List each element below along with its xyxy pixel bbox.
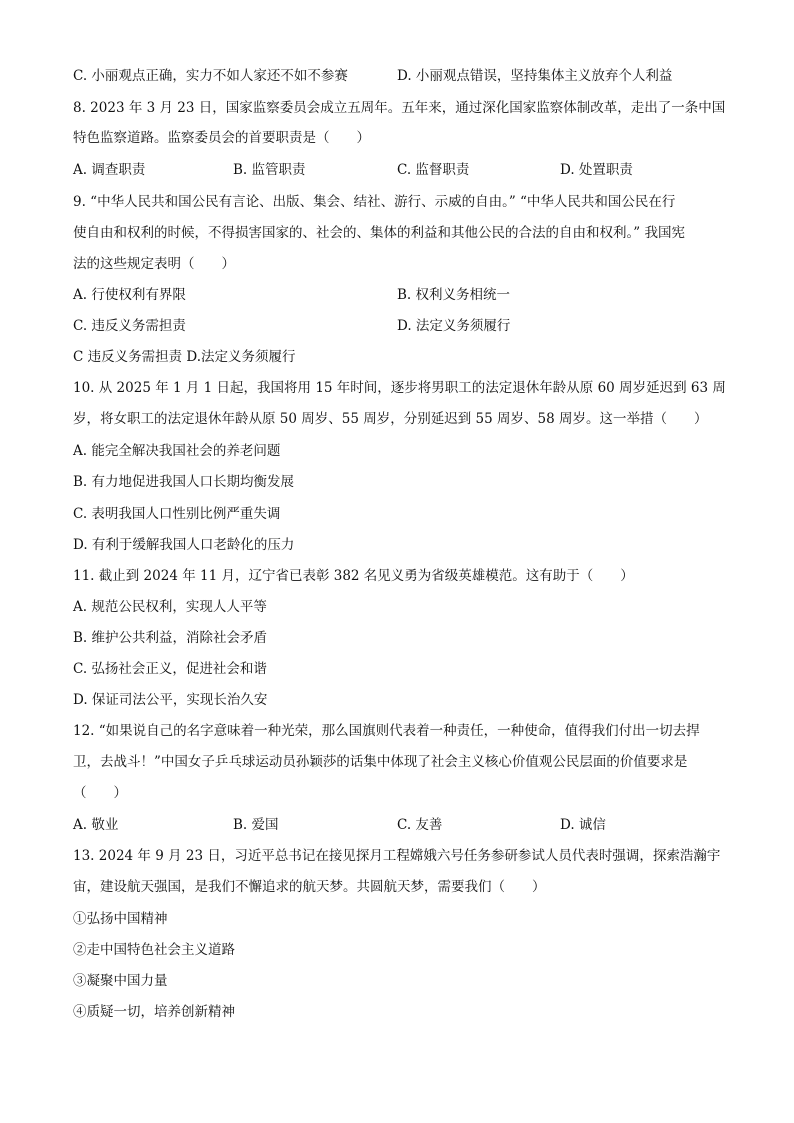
- q12-option-c: C. 友善: [397, 817, 443, 833]
- q10-option-d: D. 有利于缓解我国人口老龄化的压力: [73, 537, 295, 553]
- q11-option-a: A. 规范公民权利，实现人人平等: [73, 599, 267, 615]
- q8-option-b: B. 监管职责: [233, 162, 306, 178]
- q8-option-d: D. 处置职责: [560, 162, 633, 178]
- option-c: C. 小丽观点正确，实力不如人家还不如不参赛: [73, 68, 348, 84]
- q11-option-d: D. 保证司法公平，实现长治久安: [73, 692, 268, 708]
- q9-stem-line-3: 法的这些规定表明（ ）: [73, 256, 235, 272]
- q12-stem-line-3: （ ）: [73, 785, 127, 801]
- q9-option-a: A. 行使权利有界限: [73, 287, 186, 303]
- q8-option-c: C. 监督职责: [397, 162, 470, 178]
- q9-stem-line-2: 使自由和权利的时候，不得损害国家的、社会的、集体的利益和其他公民的合法的自由和权利。” 我国宪: [73, 225, 685, 241]
- q8-option-a: A. 调查职责: [73, 162, 146, 178]
- q12-option-b: B. 爱国: [233, 817, 279, 833]
- q8-stem-line-2: 特色监察道路。监察委员会的首要职责是（ ）: [73, 130, 370, 146]
- q13-item-4: ④质疑一切，培养创新精神: [73, 1004, 235, 1020]
- q9-stem-line-1: 9. “中华人民共和国公民有言论、出版、集会、结社、游行、示威的自由。” “中华人民共和国公民在行: [73, 194, 676, 210]
- q9-option-c: C. 违反义务需担责: [73, 318, 186, 334]
- q12-option-a: A. 敬业: [73, 817, 119, 833]
- option-d: D. 小丽观点错误，坚持集体主义放弃个人利益: [397, 68, 673, 84]
- q9-option-b: B. 权利义务相统一: [397, 287, 511, 303]
- q10-stem-line-1: 10. 从 2025 年 1 月 1 日起，我国将用 15 年时间，逐步将男职工的法定退休年龄从原 60 周岁延迟到 63 周: [73, 380, 726, 396]
- q11-stem-line-1: 11. 截止到 2024 年 11 月，辽宁省已表彰 382 名见义勇为省级英雄模范。这有助于（ ）: [73, 568, 634, 584]
- q10-stem-line-2: 岁，将女职工的法定退休年龄从原 50 周岁、55 周岁，分别延迟到 55 周岁、58 周岁。这一举措（ ）: [73, 411, 708, 427]
- q10-option-a: A. 能完全解决我国社会的养老问题: [73, 443, 281, 459]
- q8-stem-line-1: 8. 2023 年 3 月 23 日，国家监察委员会成立五周年。五年来，通过深化国家监察体制改革，走出了一条中国: [73, 100, 726, 116]
- q12-stem-line-2: 卫，去战斗！”中国女子乒乓球运动员孙颖莎的话集中体现了社会主义核心价值观公民层面的价值要求是: [73, 754, 688, 770]
- q12-option-d: D. 诚信: [560, 817, 606, 833]
- q9-option-d: D. 法定义务须履行: [397, 318, 511, 334]
- q10-option-c: C. 表明我国人口性别比例严重失调: [73, 506, 281, 522]
- q13-item-1: ①弘扬中国精神: [73, 911, 168, 927]
- q13-stem-line-1: 13. 2024 年 9 月 23 日，习近平总书记在接见探月工程嫦娥六号任务参研参试人员代表时强调，探索浩瀚宇: [73, 848, 721, 864]
- q11-option-b: B. 维护公共利益，消除社会矛盾: [73, 630, 268, 646]
- q11-option-c: C. 弘扬社会正义，促进社会和谐: [73, 661, 267, 677]
- q13-stem-line-2: 宙，建设航天强国，是我们不懈追求的航天梦。共圆航天梦，需要我们（ ）: [73, 879, 546, 895]
- q13-item-3: ③凝聚中国力量: [73, 973, 168, 989]
- q10-option-b: B. 有力地促进我国人口长期均衡发展: [73, 474, 295, 490]
- q13-item-2: ②走中国特色社会主义道路: [73, 942, 235, 958]
- q12-stem-line-1: 12. “如果说自己的名字意味着一种光荣，那么国旗则代表着一种责任，一种使命，值得我们付出一切去捍: [73, 723, 700, 739]
- q9-extra-line: C 违反义务需担责 D.法定义务须履行: [73, 349, 296, 365]
